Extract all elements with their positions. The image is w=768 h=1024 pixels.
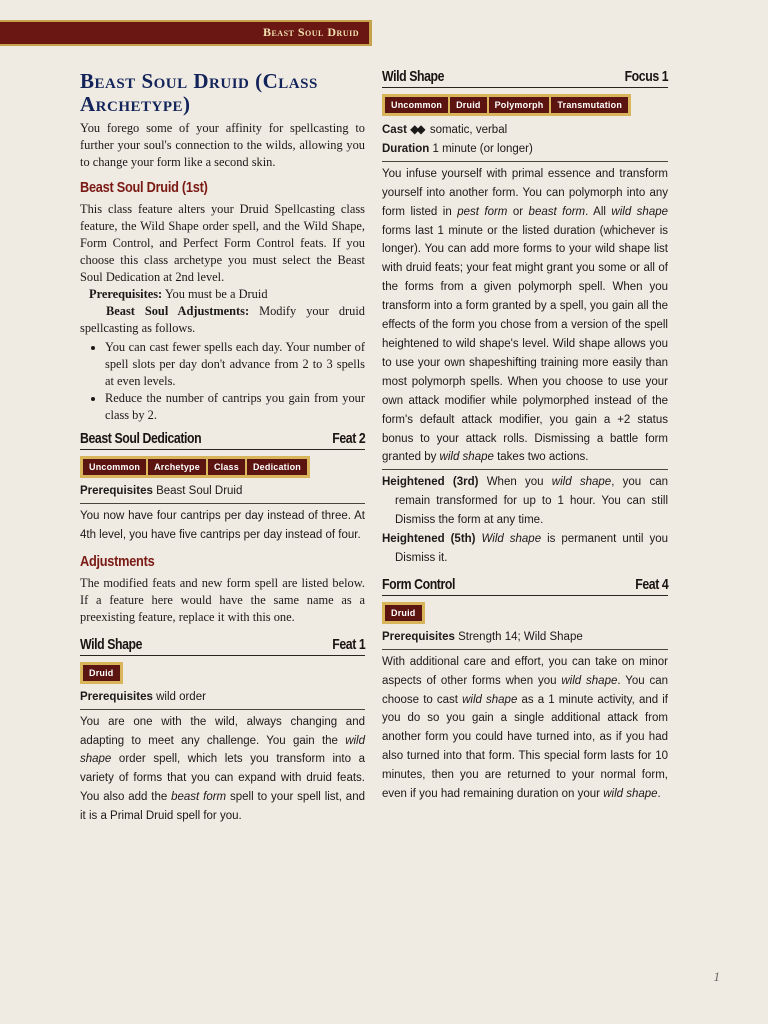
text: , you can remain transformed for up to 1 hour. You can still Dismiss the form at any time. — [395, 476, 668, 527]
adjustments-list — [80, 339, 365, 424]
prereq-label: Prerequisites — [382, 630, 455, 643]
spell-body — [382, 165, 668, 471]
spell-reference: beast form — [528, 205, 586, 218]
feat-body — [382, 653, 668, 804]
trait-list — [382, 602, 425, 624]
text: is permanent until you Dismiss it. — [395, 533, 668, 564]
spell-name: Wild Shape — [382, 68, 445, 85]
trait-badge: Uncommon — [83, 459, 146, 475]
duration-line — [382, 140, 668, 162]
section-heading-beast-soul-druid: Beast Soul Druid (1st) — [80, 179, 208, 196]
cast-line — [382, 120, 668, 140]
text: You infuse yourself with primal essence and transform yourself into another form. You can polymorph into any form listed in — [382, 167, 668, 218]
list-item: • Reduce the number of cantrips you gain from your class by 2. — [105, 390, 365, 424]
trait-list — [80, 456, 310, 478]
spell-reference: wild shape — [462, 693, 518, 706]
feat-body: You now have four cantrips per day instead of three. At 4th level, you have five cantrips per day instead of four. — [80, 509, 365, 541]
feat-header-beast-soul-dedication — [80, 430, 365, 450]
trait-list — [80, 662, 123, 684]
trait-badge: Polymorph — [489, 97, 550, 113]
text: When you — [486, 476, 552, 489]
left-column — [80, 64, 365, 826]
feat-header-wild-shape — [80, 636, 365, 656]
feat-prerequisites — [80, 688, 365, 710]
text: order spell, which lets you transform into a variety of forms that you can expand with druid feats. You also add the — [80, 753, 365, 804]
feat-level: Feat 2 — [331, 430, 365, 447]
feat-header-form-control — [382, 576, 668, 596]
feat-prerequisites — [80, 482, 365, 504]
trait-badge: Druid — [450, 97, 487, 113]
feat-level: Feat 4 — [634, 575, 668, 593]
spell-reference: wild shape — [551, 476, 612, 489]
page-number: 1 — [713, 969, 720, 984]
feat-name: Form Control — [382, 575, 455, 593]
adjustments-body: The modified feats and new form spell are listed below. If a feature here would have the same name as a preexisting feature, replace it with this one. — [80, 575, 365, 624]
header-banner — [0, 20, 372, 46]
trait-badge: Druid — [385, 605, 422, 621]
spell-reference: wild shape — [611, 205, 669, 218]
spell-level: Focus 1 — [624, 68, 668, 85]
text: With additional care and effort, you can take on minor aspects of other forms when you — [382, 655, 668, 687]
text: forms last 1 minute or the listed duration (whichever is longer). You can add more forms to your wild shape list with druid feats; your feat might grant you some or all of the forms from a given polymorph spell. When you transform into a form granted by a spell, you gain all the effects of the form you chose from a version of the spell heightened to wild shape's level. Wild shape allows you to use your own shapeshifting training more easily than most polymorph spells. When you choose to use your own attack modifier while polymorphed instead of the form's default attack modifier, you gain a +2 status bonus to your attack rolls. Dismissing a battle form granted by — [382, 224, 668, 464]
prereq-value: Strength 14; Wild Shape — [458, 630, 583, 643]
spell-reference: wild shape — [80, 734, 365, 766]
adjustments-line — [80, 303, 365, 337]
text: . — [657, 788, 661, 801]
heightened-label: Heightened (3rd) — [382, 476, 479, 489]
feat-body — [80, 713, 365, 826]
section-heading-adjustments: Adjustments — [80, 552, 155, 570]
spell-reference: Wild shape — [481, 533, 542, 546]
duration-value: 1 minute (or longer) — [432, 142, 533, 155]
text: as a 1 minute activity, and if you do so you gain a single additional attack from another form you could have turned into, as if you had also turned into that form. This special form lasts for 10 minutes, then you are returned to your normal form, even if you had remaining duration on your — [382, 693, 668, 801]
right-column — [382, 68, 668, 804]
spell-header-wild-shape — [382, 68, 668, 88]
trait-badge: Druid — [83, 665, 120, 681]
feat-prerequisites — [382, 628, 668, 650]
prereq-label: Prerequisites — [80, 690, 153, 703]
duration-label: Duration — [382, 142, 430, 155]
heightened-label: Heightened (5th) — [382, 533, 476, 546]
feat-name: Beast Soul Dedication — [80, 430, 202, 447]
text: spell to your spell list, and it is a Primal Druid spell for you. — [80, 791, 365, 823]
trait-badge: Class — [208, 459, 245, 475]
heightened-3rd — [382, 473, 668, 530]
cast-value: somatic, verbal — [429, 124, 508, 136]
spell-reference: pest form — [457, 205, 508, 218]
trait-badge: Uncommon — [385, 97, 448, 113]
text: or — [507, 205, 529, 218]
list-item: • You can cast fewer spells each day. Your number of spell slots per day don't advance from 2 to 3 spells at even levels. — [105, 339, 365, 390]
trait-badge: Dedication — [247, 459, 307, 475]
intro-text: You forego some of your affinity for spellcasting to further your soul's connection to the wilds, allowing you to change your form like a second skin. — [80, 121, 365, 169]
two-actions-icon: ◆◆ — [410, 122, 423, 136]
trait-list — [382, 94, 631, 116]
prereq-value: You must be a Druid — [164, 287, 268, 301]
text: . All — [585, 205, 612, 218]
heightened-5th — [382, 530, 668, 568]
text: takes two actions. — [493, 451, 589, 464]
feat-name: Wild Shape — [80, 635, 143, 653]
spell-reference: wild shape — [439, 451, 494, 464]
trait-badge: Transmutation — [551, 97, 628, 113]
trait-badge: Archetype — [148, 459, 206, 475]
spell-reference: beast form — [171, 791, 227, 804]
text: . You can choose to cast — [382, 674, 669, 706]
adjustments-value: Modify your druid spellcasting as follows. — [80, 304, 365, 335]
spell-reference: wild shape — [561, 674, 618, 687]
prereq-label: Prerequisites — [80, 485, 153, 497]
cast-label: Cast — [382, 124, 407, 136]
prereq-label: Prerequisites: — [89, 287, 163, 301]
feat-level: Feat 1 — [331, 635, 365, 653]
prereq-value: wild order — [156, 690, 206, 703]
banner-title: Beast Soul Druid — [262, 25, 359, 39]
spell-reference: wild shape — [603, 788, 658, 801]
prereq-value: Beast Soul Druid — [156, 485, 243, 497]
prerequisites-line — [80, 286, 365, 303]
section-body: This class feature alters your Druid Spellcasting class feature, the Wild Shape order spell, and the Wild Shape, Form Control, and Perfect Form Control feats. If you choose this class archetype you must select the Beast Soul Dedication at 2nd level. — [80, 202, 365, 284]
text: You are one with the wild, always changing and adapting to meet any challenge. You gain the — [80, 715, 365, 747]
adjustments-label: Beast Soul Adjustments: — [106, 304, 250, 318]
page-title: Beast Soul Druid (Class Archetype) — [80, 69, 318, 116]
